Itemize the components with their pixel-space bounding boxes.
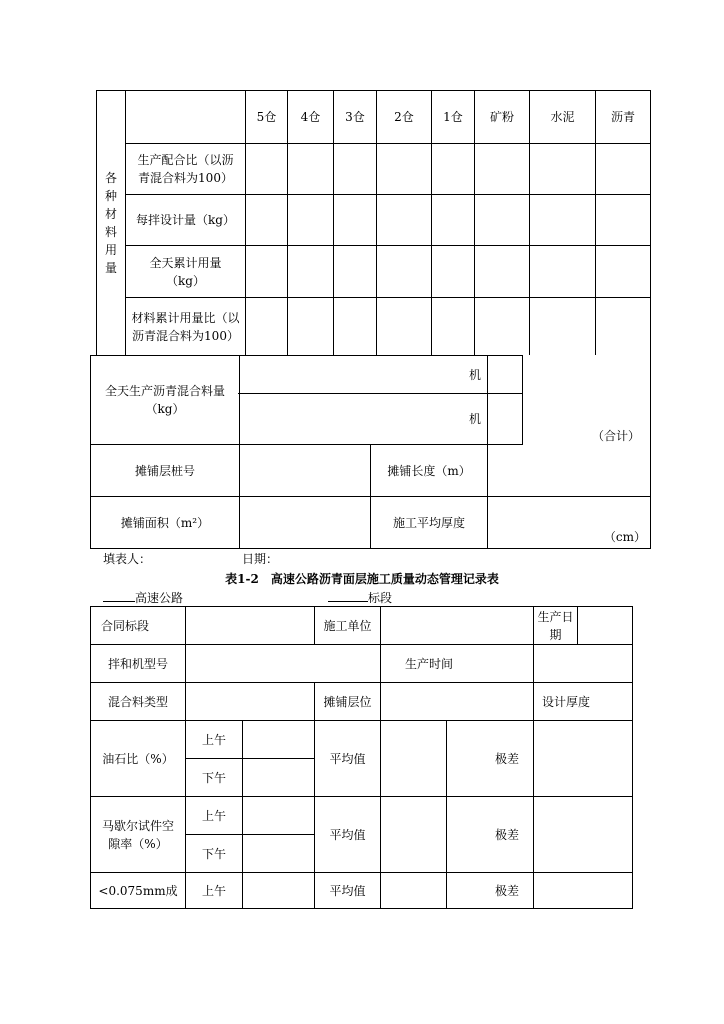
data-cell[interactable] — [246, 195, 288, 246]
data-cell[interactable] — [475, 144, 530, 195]
prod-time-value[interactable] — [534, 645, 633, 683]
range-label: 极差 — [447, 721, 534, 797]
data-cell[interactable] — [432, 195, 475, 246]
data-cell[interactable] — [432, 298, 475, 356]
row-label-design: 每拌设计量（kg） — [126, 195, 246, 246]
thickness-unit: （cm） — [603, 530, 647, 544]
data-cell[interactable] — [377, 246, 432, 298]
avg-label: 平均值 — [315, 797, 381, 873]
length-label: 摊铺长度（m） — [371, 445, 488, 497]
data-cell[interactable] — [246, 246, 288, 298]
fine-am-value[interactable] — [243, 873, 315, 909]
data-cell[interactable] — [246, 144, 288, 195]
data-cell[interactable] — [530, 298, 596, 356]
col-header: 矿粉 — [475, 91, 530, 144]
prod-date-value[interactable] — [578, 607, 633, 645]
range-value[interactable] — [534, 797, 633, 873]
machine-label: 机 — [240, 394, 488, 445]
col-header: 沥青 — [596, 91, 651, 144]
row-label-daily: 全天累计用量（kg） — [126, 246, 246, 298]
range-value[interactable] — [534, 721, 633, 797]
group-char: 种 — [104, 189, 117, 203]
unit-label: 施工单位 — [315, 607, 381, 645]
col-header: 水泥 — [530, 91, 596, 144]
table2-title: 表1-2 高速公路沥青面层施工质量动态管理记录表 — [225, 572, 499, 586]
group-char: 材 — [104, 207, 117, 221]
contract-value[interactable] — [186, 607, 315, 645]
data-cell[interactable] — [288, 144, 334, 195]
data-cell[interactable] — [334, 298, 377, 356]
prod-date-label: 生产日期 — [534, 607, 578, 645]
data-cell[interactable] — [288, 246, 334, 298]
fine-label: <0.075mm成 — [91, 873, 186, 909]
material-usage-table — [96, 90, 651, 356]
thickness-label: 施工平均厚度 — [371, 497, 488, 549]
range-label: 极差 — [447, 797, 534, 873]
machine-label: 机 — [240, 356, 488, 394]
row-label-cumratio: 材料累计用量比（以沥青混合料为100） — [126, 298, 246, 356]
am-label: 上午 — [186, 797, 243, 835]
range-label: 极差 — [447, 873, 534, 909]
length-value[interactable] — [488, 445, 651, 497]
section-subheader: 标段 — [328, 589, 392, 606]
data-cell[interactable] — [475, 298, 530, 356]
data-cell[interactable] — [530, 195, 596, 246]
production-label: 全天生产沥青混合料量（kg） — [91, 356, 240, 445]
area-value[interactable] — [240, 497, 371, 549]
design-thickness-label: 设计厚度 — [534, 683, 633, 721]
range-value[interactable] — [534, 873, 633, 909]
marshall-label: 马歇尔试件空隙率（%） — [91, 797, 186, 873]
oil-am-value[interactable] — [243, 721, 315, 759]
divider-line — [238, 393, 522, 394]
data-cell[interactable] — [530, 246, 596, 298]
total-label: （合计） — [592, 429, 641, 443]
data-cell[interactable] — [596, 195, 651, 246]
data-cell[interactable] — [288, 298, 334, 356]
mixer-value[interactable] — [186, 645, 381, 683]
mixer-label: 拌和机型号 — [91, 645, 186, 683]
col-header: 3仓 — [334, 91, 377, 144]
row-label-ratio: 生产配合比（以沥青混合料为100） — [126, 144, 246, 195]
highway-subheader: 高速公路 — [103, 589, 183, 606]
am-label: 上午 — [186, 873, 243, 909]
area-label: 摊铺面积（m²） — [91, 497, 240, 549]
data-cell[interactable] — [596, 246, 651, 298]
thickness-value[interactable] — [488, 497, 651, 549]
data-cell[interactable] — [530, 144, 596, 195]
data-cell[interactable] — [334, 195, 377, 246]
data-cell[interactable] — [377, 195, 432, 246]
pm-label: 下午 — [186, 835, 243, 873]
group-char: 用 — [104, 243, 117, 257]
data-cell[interactable] — [432, 144, 475, 195]
data-cell[interactable] — [288, 195, 334, 246]
filler-label: 填表人： — [103, 552, 152, 566]
header-blank — [126, 91, 246, 144]
group-label-cell — [97, 91, 126, 356]
col-header: 1仓 — [432, 91, 475, 144]
avg-value[interactable] — [381, 721, 447, 797]
data-cell[interactable] — [334, 144, 377, 195]
group-char: 各 — [104, 171, 117, 185]
pile-label: 摊铺层桩号 — [91, 445, 240, 497]
mix-type-label: 混合料类型 — [91, 683, 186, 721]
data-cell[interactable] — [475, 195, 530, 246]
am-label: 上午 — [186, 721, 243, 759]
col-header: 5仓 — [246, 91, 288, 144]
layer-value[interactable] — [381, 683, 534, 721]
group-char: 量 — [104, 261, 117, 275]
data-cell[interactable] — [596, 144, 651, 195]
layer-label: 摊铺层位 — [315, 683, 381, 721]
avg-label: 平均值 — [315, 873, 381, 909]
prod-time-label: 生产时间 — [381, 645, 534, 683]
data-cell[interactable] — [377, 298, 432, 356]
contract-label: 合同标段 — [91, 607, 186, 645]
data-cell[interactable] — [334, 246, 377, 298]
avg-label: 平均值 — [315, 721, 381, 797]
col-header: 4仓 — [288, 91, 334, 144]
col-header: 2仓 — [377, 91, 432, 144]
group-char: 料 — [104, 225, 117, 239]
oil-ratio-label: 油石比（%） — [91, 721, 186, 797]
data-cell[interactable] — [475, 246, 530, 298]
data-cell[interactable] — [432, 246, 475, 298]
data-cell[interactable] — [246, 298, 288, 356]
avg-value[interactable] — [381, 873, 447, 909]
date-label: 日期： — [242, 552, 279, 566]
marshall-am-value[interactable] — [243, 797, 315, 835]
unit-value[interactable] — [381, 607, 534, 645]
pm-label: 下午 — [186, 759, 243, 797]
marshall-pm-value[interactable] — [243, 835, 315, 873]
pile-value[interactable] — [240, 445, 371, 497]
oil-pm-value[interactable] — [243, 759, 315, 797]
data-cell[interactable] — [596, 298, 651, 356]
mix-type-value[interactable] — [186, 683, 315, 721]
data-cell[interactable] — [377, 144, 432, 195]
quality-record-table — [90, 606, 633, 909]
avg-value[interactable] — [381, 797, 447, 873]
